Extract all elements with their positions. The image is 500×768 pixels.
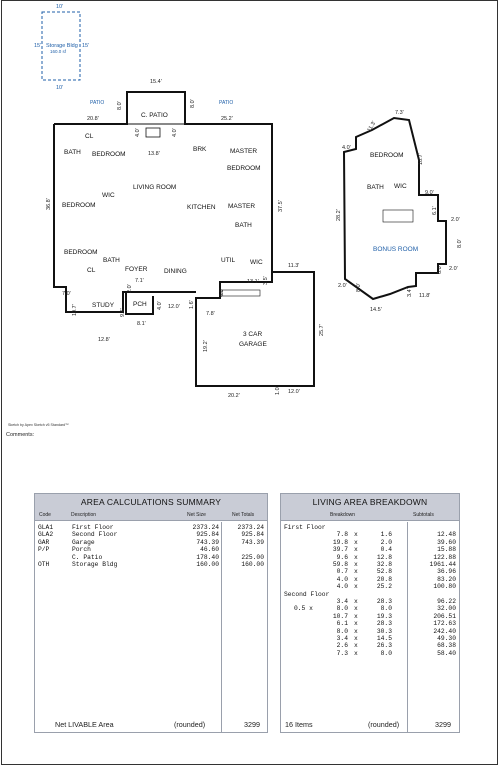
dim: 13.8': [148, 151, 160, 157]
breakdown-row-a: 19.8: [332, 538, 348, 546]
room-labels: [62, 100, 418, 348]
dim: 12.0': [288, 389, 300, 395]
label-bath-3: BATH: [103, 257, 120, 264]
area-row-net-total: 2373.24: [237, 524, 264, 531]
dim: 20.2': [228, 393, 240, 399]
second-floor-outline: [344, 118, 446, 299]
area-row-net-total: 225.00: [241, 553, 264, 561]
dim: 25.2': [221, 116, 233, 122]
col-description: Description: [71, 512, 97, 518]
breakdown-row-a: 2.6: [336, 642, 348, 650]
dim: 8.0': [190, 99, 196, 108]
storage-area: 160.0 sf: [50, 49, 67, 54]
breakdown-row-b: 8.0: [380, 649, 392, 657]
label-foyer: FOYER: [125, 266, 148, 273]
label-master-2: MASTER: [228, 203, 256, 210]
net-livable-total: 3299: [244, 720, 260, 729]
breakdown-row-times: x: [354, 605, 358, 613]
dim: 3.5': [263, 276, 269, 285]
area-row-net-size: 160.00: [196, 561, 219, 568]
label-pch: PCH: [133, 301, 147, 308]
breakdown-rounded: (rounded): [368, 720, 400, 729]
dim: 2.0': [449, 266, 458, 272]
label-garage-2: GARAGE: [239, 341, 267, 348]
area-row-description: C. Patio: [72, 553, 103, 561]
dim: 25.7': [319, 324, 325, 336]
breakdown-row-subtotal: 32.00: [437, 605, 456, 613]
dim: 1.6': [189, 300, 195, 309]
area-row-code: OTH: [38, 561, 50, 568]
breakdown-row-subtotal: 39.60: [437, 538, 456, 546]
label-util: UTIL: [221, 257, 236, 264]
label-bath-master: BATH: [235, 222, 252, 229]
breakdown-row-times: x: [354, 546, 358, 554]
dim: 7.1': [135, 278, 144, 284]
label-study: STUDY: [92, 302, 115, 309]
area-row-code: GLA1: [38, 524, 54, 531]
breakdown-row-subtotal: 206.51: [433, 612, 456, 620]
dim: 14.5': [370, 307, 382, 313]
breakdown-row-a: 3.4: [336, 635, 348, 642]
breakdown-row-a: 7.8: [336, 531, 348, 539]
living-breakdown-title: LIVING AREA BREAKDOWN: [312, 497, 428, 507]
label-bonus-room: BONUS ROOM: [373, 246, 419, 253]
breakdown-row-times: x: [354, 642, 358, 650]
dim: 4.0': [342, 145, 351, 151]
breakdown-row-subtotal: 1961.44: [429, 561, 456, 568]
area-row-code: GAR: [38, 538, 50, 546]
breakdown-row-a: 4.0: [336, 583, 348, 591]
area-row-code: GLA2: [38, 531, 54, 539]
dim: 4.0': [219, 288, 225, 297]
dim: 1.0': [275, 386, 281, 395]
breakdown-row-b: 25.2: [376, 583, 392, 591]
breakdown-row-subtotal: 68.38: [437, 642, 456, 650]
area-row-description: Storage Bldg: [72, 561, 118, 568]
dim: 28.2': [336, 209, 342, 221]
dim: 7.8': [206, 311, 215, 317]
breakdown-row-times: x: [354, 568, 358, 576]
area-rows: [35, 522, 267, 732]
area-row-net-size: 2373.24: [192, 524, 219, 531]
breakdown-items-count: 16 Items: [285, 720, 313, 729]
storage-building: [34, 4, 89, 91]
dim: 13.1': [247, 279, 259, 285]
breakdown-row-a: 8.0: [336, 627, 348, 635]
breakdown-row-times: x: [354, 531, 358, 539]
breakdown-row-subtotal: 172.63: [433, 620, 456, 628]
living-area-breakdown-panel: [280, 493, 460, 733]
label-patio-left: PATIO: [90, 100, 105, 106]
breakdown-row-a: 9.6: [336, 553, 348, 561]
dim: 9.6': [120, 308, 126, 317]
storage-top-dim: 10': [56, 4, 64, 10]
storage-right-dim: 15': [82, 43, 90, 49]
area-row-net-size: 925.84: [196, 531, 219, 539]
dim: 12.0': [168, 304, 180, 310]
breakdown-row-b: 20.8: [376, 575, 392, 583]
area-row-description: Garage: [72, 538, 95, 546]
dim: 6.1': [432, 206, 438, 215]
net-livable-label: Net LIVABLE Area: [55, 720, 114, 729]
dim: 4.0': [172, 128, 178, 137]
breakdown-row-subtotal: 100.80: [433, 583, 456, 591]
label-cl-1: CL: [85, 133, 94, 140]
breakdown-row-b: 0.4: [380, 546, 392, 554]
label-master-1: MASTER: [230, 148, 258, 155]
dim: 2.0': [451, 217, 460, 223]
storage-left-dim: 15': [34, 43, 42, 49]
dim: 6.0': [437, 265, 443, 274]
comments-label: Comments:: [6, 432, 35, 438]
breakdown-row-times: x: [354, 553, 358, 561]
breakdown-row-times: x: [354, 538, 358, 546]
area-calculations-header: [35, 494, 267, 521]
dimension-labels: [46, 79, 463, 399]
label-wic-2: WIC: [250, 259, 263, 266]
breakdown-row-times: x: [354, 612, 358, 620]
breakdown-row-b: 32.8: [376, 561, 392, 568]
breakdown-row-b: 19.3: [376, 612, 392, 620]
dim: 20.8': [87, 116, 99, 122]
label-bedroom-up: BEDROOM: [370, 152, 404, 159]
breakdown-row-times: x: [354, 561, 358, 568]
breakdown-row-b: 26.3: [376, 642, 392, 650]
dim: 15.4': [150, 79, 162, 85]
breakdown-row-b: 30.3: [376, 627, 392, 635]
sketch-credit: Sketch by Apex Sketch v5 Standard™: [8, 423, 69, 427]
label-bath-up: BATH: [367, 184, 384, 191]
dim: 2.0': [127, 284, 133, 293]
area-row-net-size: 178.40: [196, 553, 219, 561]
breakdown-row-b: 2.0: [380, 538, 392, 546]
breakdown-row-subtotal: 58.40: [437, 649, 456, 657]
label-kitchen: KITCHEN: [187, 204, 216, 211]
dim: 3.4': [407, 288, 413, 297]
area-calculations-title: AREA CALCULATIONS SUMMARY: [80, 497, 222, 507]
dim: 4.0': [157, 301, 163, 310]
breakdown-row-prefix: 0.5 x: [294, 605, 313, 613]
breakdown-row-a: 59.8: [332, 561, 348, 568]
breakdown-row-times: x: [354, 598, 358, 605]
dim: 36.8': [46, 198, 52, 210]
col-breakdown: Breakdown: [330, 512, 356, 518]
label-patio-right: PATIO: [219, 100, 234, 106]
dim: 7.3': [395, 110, 404, 116]
dim: 8.0': [117, 101, 123, 110]
label-cl-3: CL: [87, 267, 96, 274]
dim: 8.0': [356, 283, 362, 292]
breakdown-rows: [281, 522, 459, 732]
dim: 10.7': [72, 304, 78, 316]
label-c-patio: C. PATIO: [141, 112, 168, 119]
label-wic-1: WIC: [102, 192, 115, 199]
net-livable-rounded: (rounded): [174, 720, 206, 729]
breakdown-row-a: 8.0: [336, 605, 348, 613]
breakdown-row-b: 14.5: [376, 635, 392, 642]
breakdown-row-subtotal: 49.30: [437, 635, 456, 642]
dim: 11.3': [288, 263, 300, 269]
breakdown-row-times: x: [354, 649, 358, 657]
breakdown-row-b: 52.8: [376, 568, 392, 576]
area-row-net-total: 160.00: [241, 561, 264, 568]
breakdown-row-subtotal: 83.20: [437, 575, 456, 583]
breakdown-row-subtotal: 96.22: [437, 598, 456, 605]
second-floor-label: Second Floor: [284, 590, 330, 598]
area-row-description: Porch: [72, 546, 91, 554]
breakdown-row-a: 3.4: [336, 598, 348, 605]
breakdown-row-b: 28.3: [376, 598, 392, 605]
dim: 11.3': [366, 120, 378, 133]
dim: 8.1': [137, 321, 146, 327]
breakdown-total: 3299: [435, 720, 451, 729]
breakdown-row-times: x: [354, 583, 358, 591]
col-code: Code: [39, 512, 51, 518]
col-subtotals: Subtotals: [413, 512, 434, 518]
breakdown-row-a: 7.3: [336, 649, 348, 657]
first-floor-label: First Floor: [284, 524, 326, 531]
breakdown-row-times: x: [354, 635, 358, 642]
breakdown-row-b: 1.6: [380, 531, 392, 539]
area-row-net-size: 743.39: [196, 538, 219, 546]
label-living-room: LIVING ROOM: [133, 184, 177, 191]
breakdown-row-a: 0.7: [336, 568, 348, 576]
dim: 9.0': [425, 190, 434, 196]
breakdown-row-subtotal: 36.96: [437, 568, 456, 576]
col-net-totals: Net Totals: [232, 512, 255, 518]
dim: 12.8': [98, 337, 110, 343]
area-calculations-panel: [34, 493, 268, 733]
breakdown-row-a: 39.7: [332, 546, 348, 554]
dim: 11.8': [419, 293, 431, 299]
dim: 8.0': [457, 239, 463, 248]
label-garage-1: 3 CAR: [243, 331, 263, 338]
breakdown-row-a: 6.1: [336, 620, 348, 628]
breakdown-row-subtotal: 122.88: [433, 553, 456, 561]
breakdown-row-times: x: [354, 620, 358, 628]
area-row-code: P/P: [38, 546, 50, 554]
area-row-description: First Floor: [72, 524, 114, 531]
breakdown-row-subtotal: 12.48: [437, 531, 456, 539]
label-wic-up: WIC: [394, 183, 407, 190]
dim: 19.2': [203, 340, 209, 352]
storage-label: Storage Bldg: [46, 43, 78, 49]
label-bedroom-1: BEDROOM: [92, 151, 126, 158]
storage-bottom-dim: 10': [56, 85, 64, 91]
breakdown-row-times: x: [354, 575, 358, 583]
breakdown-row-subtotal: 242.40: [433, 627, 456, 635]
breakdown-row-b: 8.0: [380, 605, 392, 613]
area-row-description: Second Floor: [72, 531, 118, 539]
living-breakdown-header: [281, 494, 459, 521]
label-bedroom-3: BEDROOM: [64, 249, 98, 256]
area-row-net-total: 743.39: [241, 538, 264, 546]
label-bath-1: BATH: [64, 149, 81, 156]
label-brk: BRK: [193, 146, 207, 153]
breakdown-row-a: 4.0: [336, 575, 348, 583]
label-dining: DINING: [164, 268, 187, 275]
col-net-size: Net Size: [187, 512, 206, 518]
dim: 4.0': [135, 128, 141, 137]
breakdown-row-subtotal: 15.88: [437, 546, 456, 554]
breakdown-row-a: 10.7: [332, 612, 348, 620]
dim: 2.0': [338, 283, 347, 289]
dim: 7.0': [62, 291, 71, 297]
label-bedroom-2: BEDROOM: [62, 202, 96, 209]
area-row-net-size: 46.60: [200, 546, 219, 554]
dim: 37.5': [278, 200, 284, 212]
area-row-net-total: 925.84: [241, 531, 264, 539]
dim: 18.7': [418, 153, 424, 165]
label-bedroom-master: BEDROOM: [227, 165, 261, 172]
breakdown-row-b: 28.3: [376, 620, 392, 628]
breakdown-row-times: x: [354, 627, 358, 635]
breakdown-row-b: 12.8: [376, 553, 392, 561]
